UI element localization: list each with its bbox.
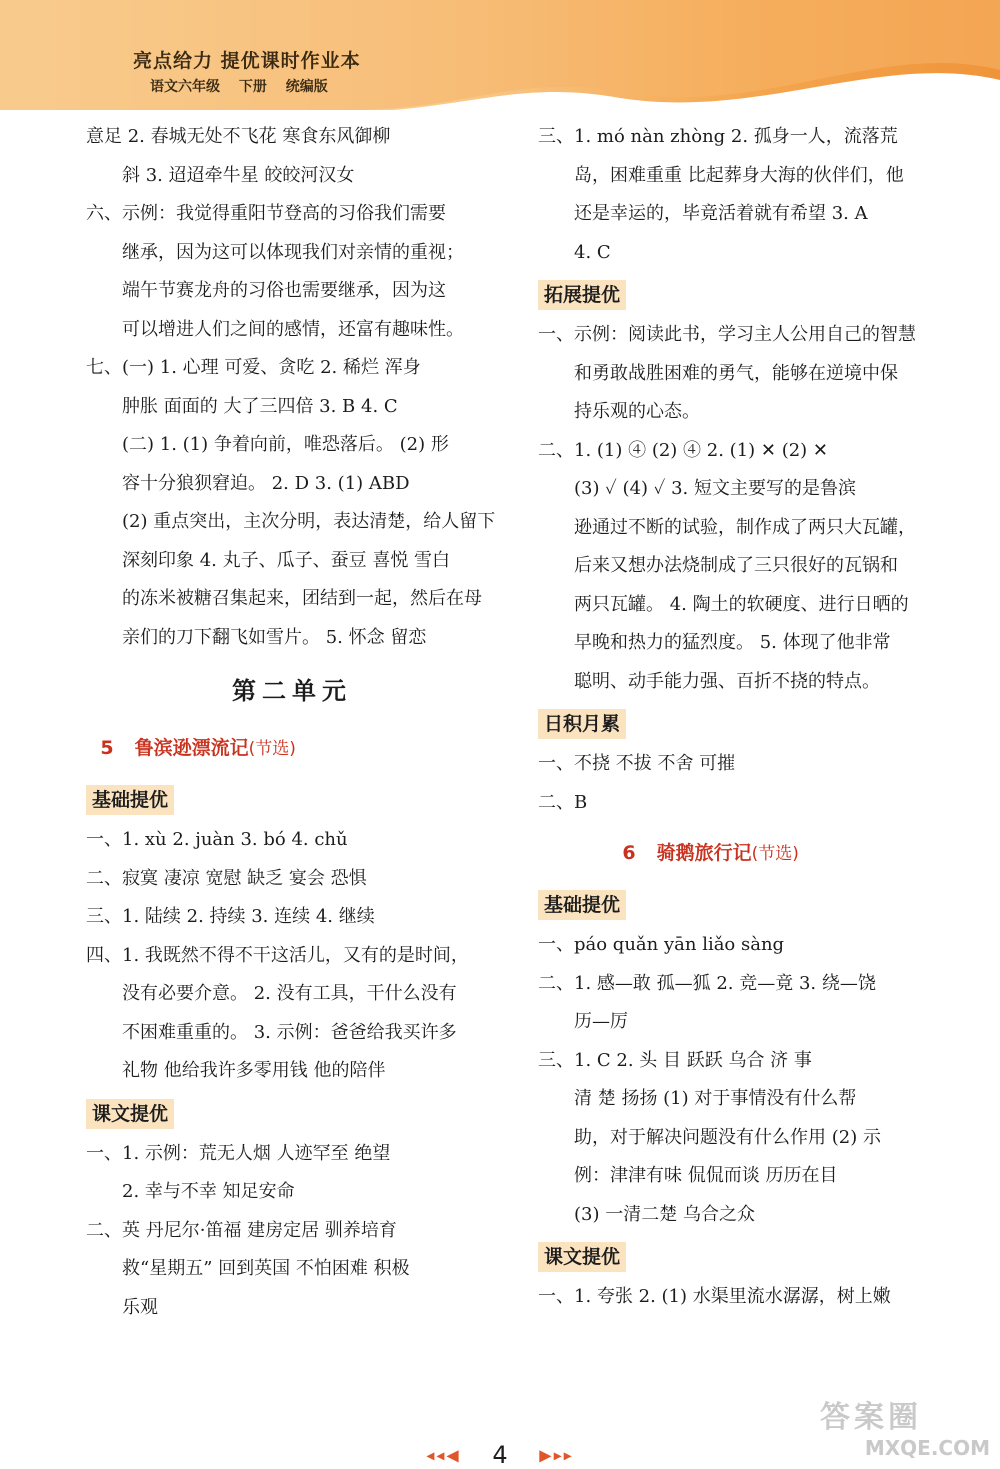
lesson-name: 鲁滨逊漂流记 <box>134 737 249 759</box>
watermark-url: MXQE.COM <box>864 1436 990 1460</box>
left-top-block <box>86 118 498 657</box>
left-column <box>86 118 498 1327</box>
answer-line: 救“星期五” 回到英国 不怕困难 积极 <box>122 1258 410 1279</box>
section-badge: 基础提优 <box>538 890 626 920</box>
watermark-logo <box>820 1392 990 1458</box>
section-badge: 课文提优 <box>538 1242 626 1272</box>
answer-line: 七、(一) 1. 心理 可爱、贪吃 2. 稀烂 浑身 <box>86 357 421 378</box>
answer-line: 乐观 <box>122 1296 158 1318</box>
answer-line: 助，对于解决问题没有什么作用 (2) 示 <box>574 1126 881 1148</box>
answer-line: 四、1. 我既然不得不干这活儿，又有的是时间， <box>86 944 469 966</box>
lesson-number: 6 <box>622 842 636 864</box>
answer-line: (3) 一清二楚 乌合之众 <box>574 1203 755 1225</box>
answer-line: 继承，因为这可以体现我们对亲情的重视； <box>122 241 464 263</box>
answer-line: 不困难重重的。 3. 示例：爸爸给我买许多 <box>122 1021 457 1043</box>
answer-line: 还是幸运的，毕竟活着就有希望 3. A <box>574 203 868 224</box>
lesson-number: 5 <box>100 737 114 759</box>
answer-line: 一、páo quǎn yān liǎo sàng <box>538 934 785 955</box>
answer-line: 二、B <box>538 791 588 813</box>
answer-line: 端午节赛龙舟的习俗也需要继承，因为这 <box>122 280 446 301</box>
answer-line: 逊通过不断的试验，制作成了两只大瓦罐， <box>574 516 916 538</box>
prev-arrows-icon: ◂◂◀ <box>426 1445 461 1465</box>
answer-line: 和勇敢战胜困难的勇气，能够在逆境中保 <box>574 362 898 384</box>
answer-line: 没有必要介意。 2. 没有工具，干什么没有 <box>122 983 457 1004</box>
answer-line: 二、寂寞 凄凉 宽慰 缺乏 宴会 恐惧 <box>86 867 367 889</box>
answer-line: 两只瓦罐。 4. 陶土的软硬度、进行日晒的 <box>574 593 909 615</box>
section-badge: 拓展提优 <box>538 280 626 310</box>
section-badge: 基础提优 <box>86 785 174 815</box>
answer-line: 岛，困难重重 比起葬身大海的伙伴们，他 <box>574 164 904 186</box>
answer-line: 三、1. mó nàn zhòng 2. 孤身一人，流落荒 <box>538 126 898 147</box>
answer-line: 深刻印象 4. 丸子、瓜子、蚕豆 喜悦 雪白 <box>122 549 451 571</box>
answer-line: 历—厉 <box>574 1011 628 1032</box>
answer-line: 肿胀 面面的 大了三四倍 3. B 4. C <box>122 395 398 417</box>
answer-line: 亲们的刀下翻飞如雪片。 5. 怀念 留恋 <box>122 626 427 648</box>
watermark-text: 答案圈 <box>820 1400 922 1435</box>
next-arrows-icon: ▶▸▸ <box>539 1445 574 1465</box>
answer-line: 的冻米被糖召集起来，团结到一起，然后在母 <box>122 588 482 609</box>
answer-line: 二、英 丹尼尔·笛福 建房定居 驯养培育 <box>86 1219 397 1241</box>
lesson-title <box>538 836 948 870</box>
answer-line: 可以增进人们之间的感情，还富有趣味性。 <box>122 318 464 340</box>
book-subtitle: 语文六年级 下册 统编版 <box>150 79 328 95</box>
answer-line: 一、示例：阅读此书，学习主人公用自己的智慧 <box>538 324 916 345</box>
lesson-name: 骑鹅旅行记 <box>656 842 752 864</box>
answer-line: 礼物 他给我许多零用钱 他的陪伴 <box>122 1060 386 1081</box>
right-column <box>538 118 948 1317</box>
answer-line: 三、1. C 2. 头 目 跃跃 乌合 济 事 <box>538 1049 812 1071</box>
lesson-subtitle: (节选) <box>248 739 296 759</box>
answer-line: 早晚和热力的猛烈度。 5. 体现了他非常 <box>574 632 891 653</box>
answer-line: 一、1. 夸张 2. (1) 水渠里流水潺潺，树上嫩 <box>538 1286 891 1307</box>
answer-line: 二、1. (1) ④ (2) ④ 2. (1) ✕ (2) ✕ <box>538 439 828 461</box>
unit-title: 第二单元 <box>232 676 352 705</box>
answer-line: 一、1. 示例：荒无人烟 人迹罕至 绝望 <box>86 1142 391 1164</box>
answer-line: 例：津津有味 侃侃而谈 历历在目 <box>574 1165 838 1186</box>
answer-line: 2. 幸与不幸 知足安命 <box>122 1181 295 1202</box>
answer-line: 二、1. 感—敢 孤—狐 2. 竞—竟 3. 绕—饶 <box>538 972 876 994</box>
lesson-title <box>86 731 498 765</box>
answer-line: (3) ✓ (4) ✓ 3. 短文主要写的是鲁滨 <box>574 478 856 499</box>
answer-line: 六、示例：我觉得重阳节登高的习俗我们需要 <box>86 203 446 224</box>
answer-line: 一、不挠 不拔 不舍 可摧 <box>538 753 736 774</box>
answer-line: 容十分狼狈窘迫。 2. D 3. (1) ABD <box>122 472 410 494</box>
page-number: 4 <box>492 1441 508 1469</box>
answer-line: 持乐观的心态。 <box>574 401 700 422</box>
answer-line: 后来又想办法烧制成了三只很好的瓦锅和 <box>574 555 898 576</box>
answer-line: 一、1. xù 2. juàn 3. bó 4. chǔ <box>86 829 348 850</box>
section-badge: 日积月累 <box>538 709 626 739</box>
answer-line: 斜 3. 迢迢牵牛星 皎皎河汉女 <box>122 164 355 186</box>
answer-line: 清 楚 扬扬 (1) 对于事情没有什么帮 <box>574 1088 857 1109</box>
answer-line: 意足 2. 春城无处不飞花 寒食东风御柳 <box>86 126 391 147</box>
section-badge: 课文提优 <box>86 1099 174 1129</box>
answer-line: (2) 重点突出，主次分明，表达清楚，给人留下 <box>122 511 496 532</box>
lesson-subtitle: (节选) <box>751 844 799 864</box>
answer-line: 4. C <box>574 241 611 263</box>
answer-line: (二) 1. (1) 争着向前，唯恐落后。 (2) 形 <box>122 434 449 455</box>
answer-line: 三、1. 陆续 2. 持续 3. 连续 4. 继续 <box>86 906 375 927</box>
book-title: 亮点给力 提优课时作业本 <box>133 50 361 72</box>
answer-line: 聪明、动手能力强、百折不挠的特点。 <box>574 670 880 692</box>
